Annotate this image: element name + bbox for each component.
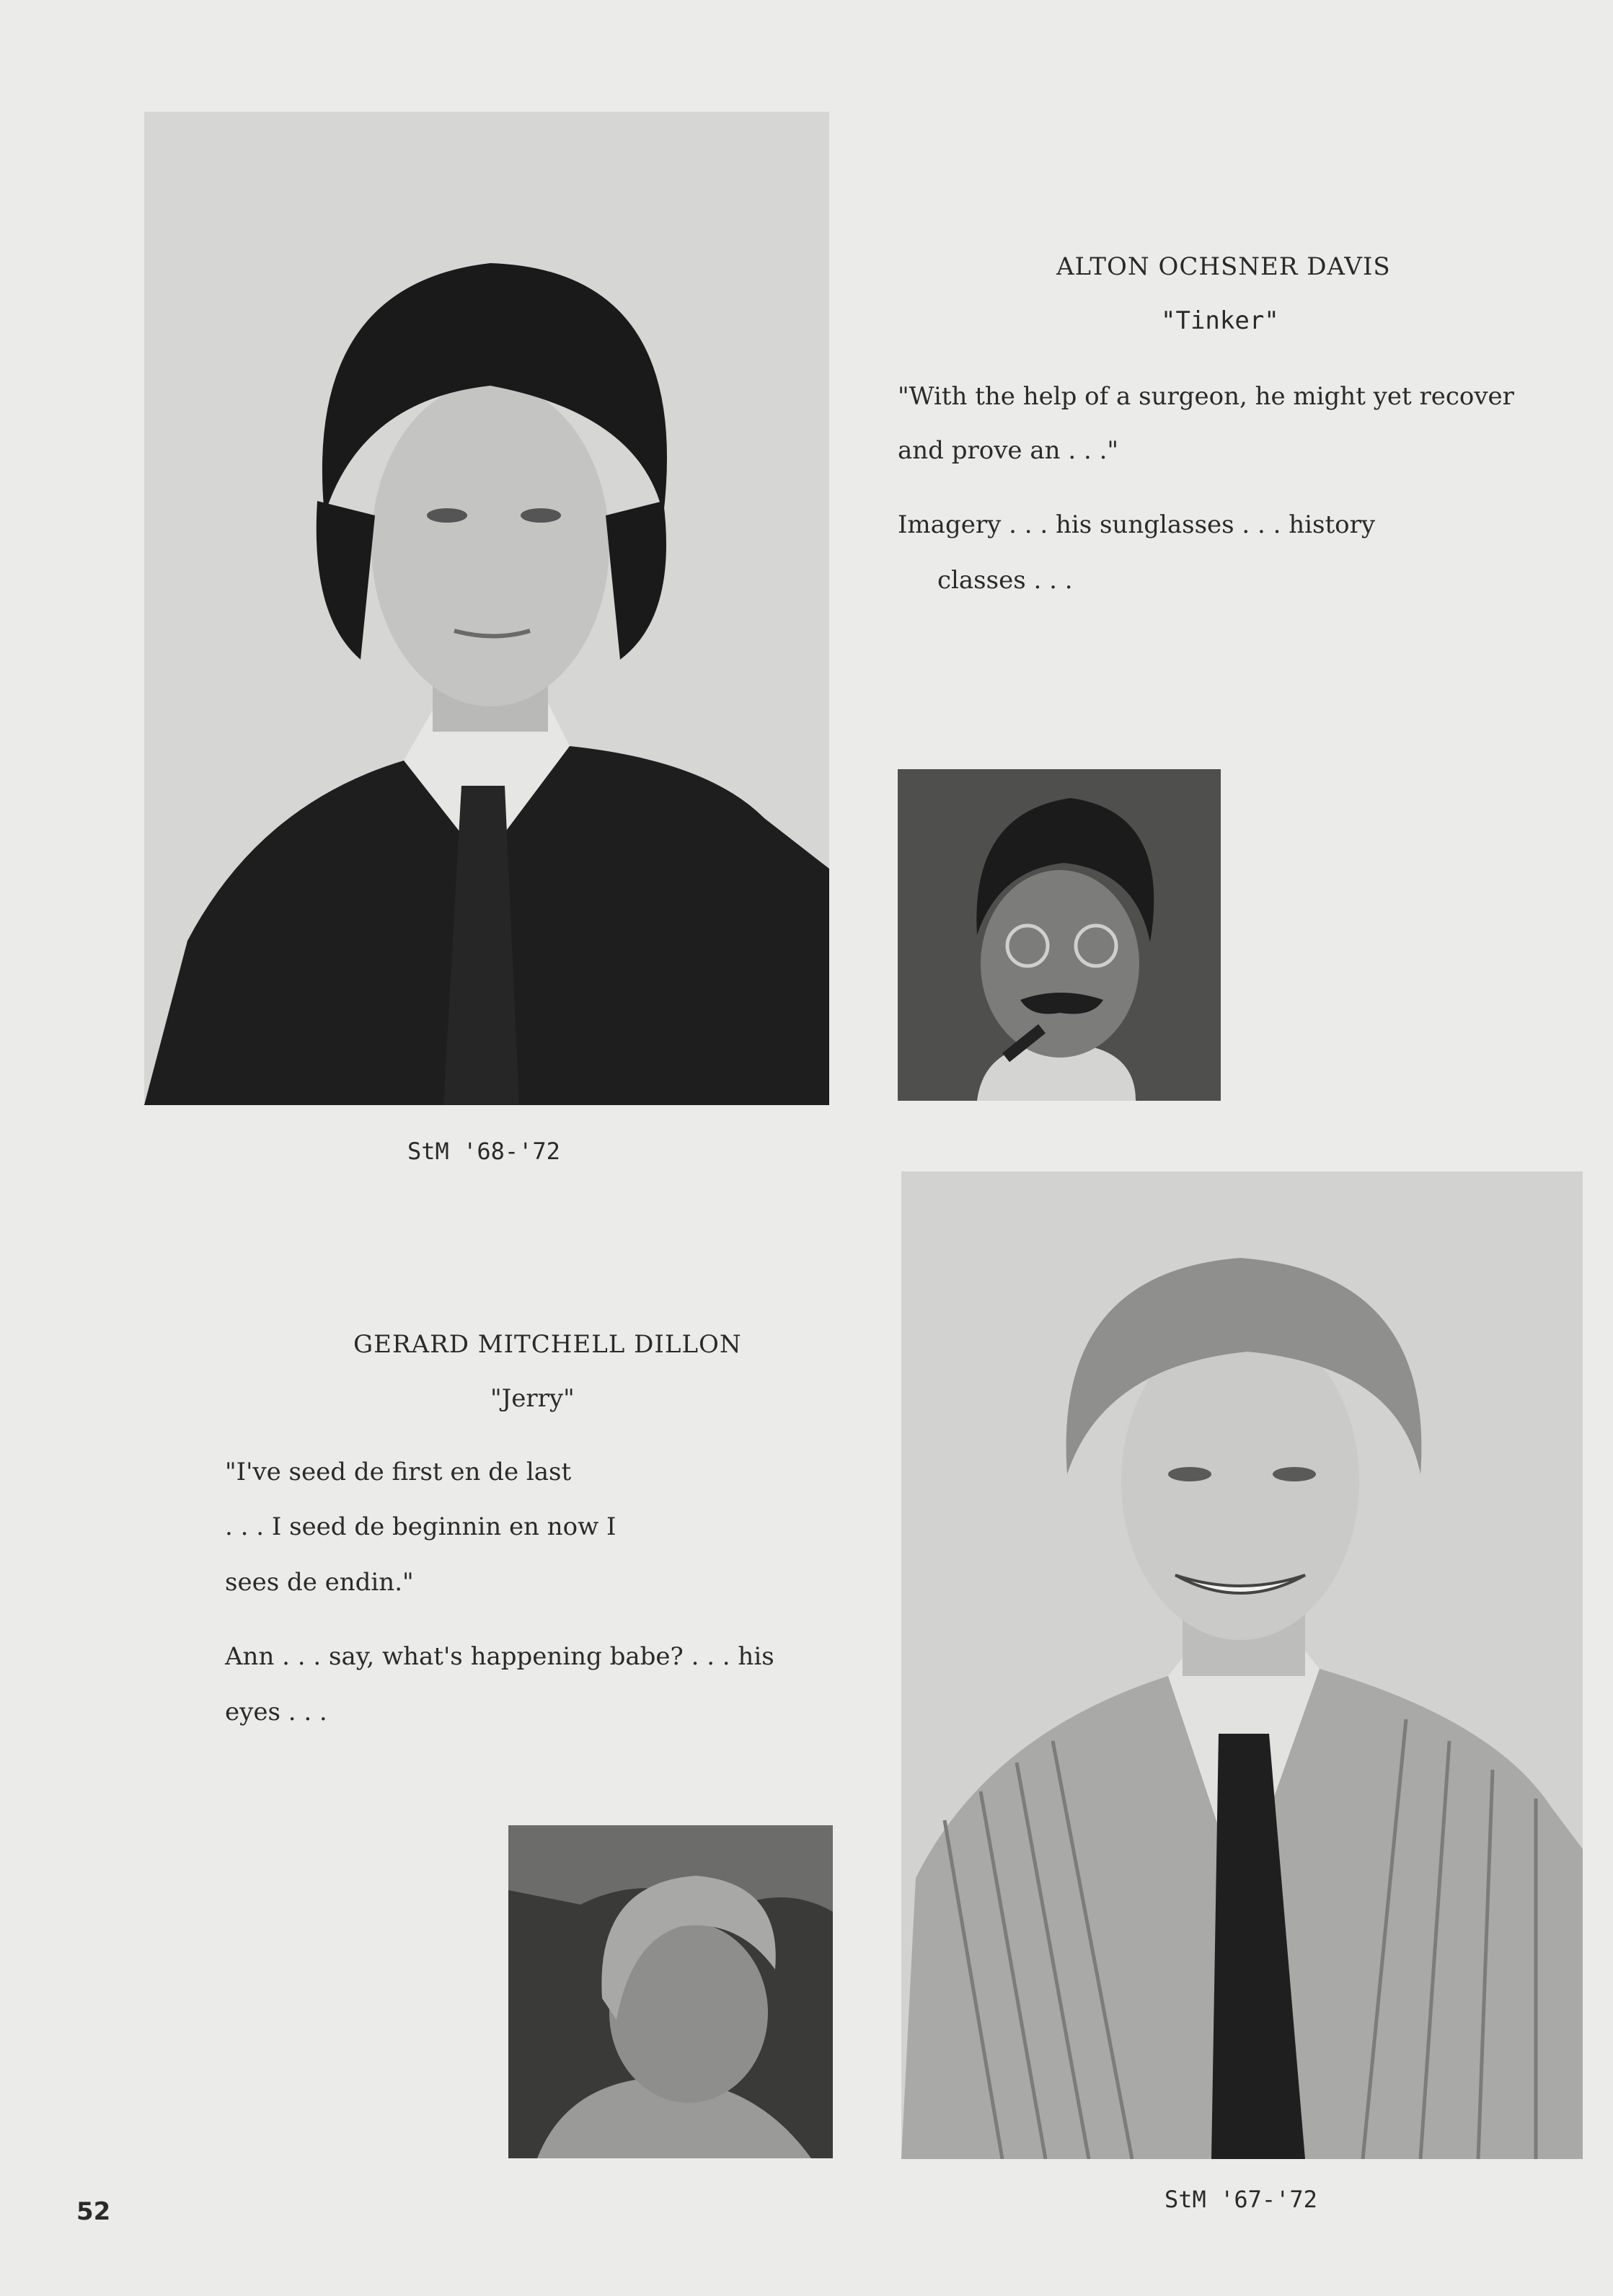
student1-quote-line2: and prove an . . ." xyxy=(898,436,1119,465)
page-number: 52 xyxy=(76,2197,111,2226)
student2-memories-line2: eyes . . . xyxy=(225,1698,327,1727)
student2-quote-line2: . . . I seed de beginnin en now I xyxy=(225,1512,617,1541)
student1-name: ALTON OCHSNER DAVIS xyxy=(1056,252,1391,281)
student2-nickname: "Jerry" xyxy=(490,1384,575,1413)
student2-name: GERARD MITCHELL DILLON xyxy=(353,1330,742,1359)
student1-memories-line1: Imagery . . . his sunglasses . . . history xyxy=(898,510,1376,539)
candid-photo-dillon xyxy=(508,1825,833,2158)
student2-quote-line1: "I've seed de first en de last xyxy=(225,1458,572,1486)
student1-memories-line2: classes . . . xyxy=(937,566,1073,595)
portrait-photo-davis xyxy=(144,112,829,1105)
student2-years-caption: StM '67-'72 xyxy=(1165,2186,1317,2213)
candid-photo-davis xyxy=(898,769,1221,1101)
student1-years-caption: StM '68-'72 xyxy=(407,1138,560,1165)
student1-quote-line1: "With the help of a surgeon, he might yet recover xyxy=(898,382,1514,411)
student2-quote-line3: sees de endin." xyxy=(225,1568,414,1597)
portrait-photo-dillon xyxy=(901,1171,1583,2159)
student2-memories-line1: Ann . . . say, what's happening babe? . . . his xyxy=(225,1642,774,1671)
student1-nickname: "Tinker" xyxy=(1161,306,1279,335)
